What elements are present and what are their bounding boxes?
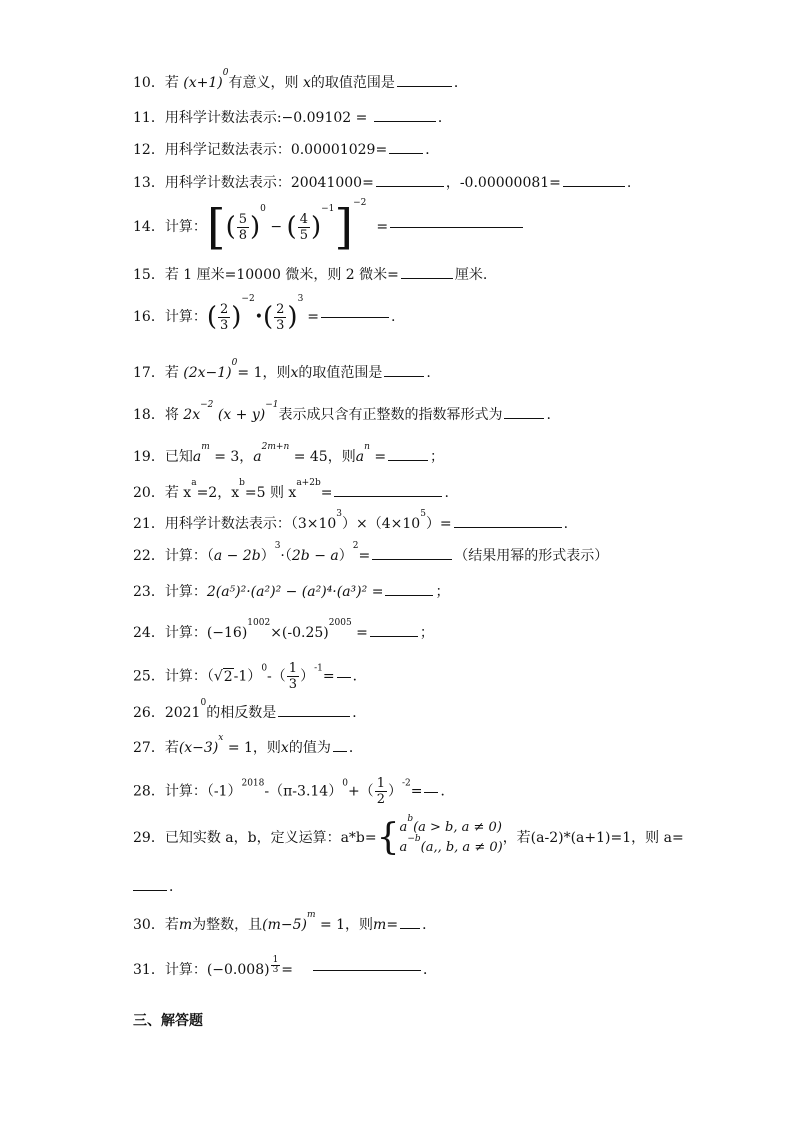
question-number: 20．	[133, 485, 165, 501]
question-number: 13．	[133, 175, 165, 191]
fraction: $\frac{5}{8}$	[238, 211, 247, 243]
answer-blank[interactable]	[424, 791, 438, 793]
question-number: 31．	[133, 962, 165, 978]
question-number: 17．	[133, 365, 165, 381]
question-24: 24．计算：$(-16)^{1002}\times(-0.25)^{2005}$ = ；	[133, 618, 434, 641]
fraction: $\frac{1}{2}$	[376, 776, 385, 807]
question-25: 25．计算：$(√2-1)^0-$（ $\frac{1}{3}$ ）$^{-1}$= ．	[133, 661, 367, 692]
question-number: 26．	[133, 705, 165, 721]
section-heading: 三、解答题	[133, 1013, 203, 1029]
question-26: 26．2021$^0$的相反数是 ．	[133, 698, 367, 721]
question-13: 13．用科学计数法表示：20041000= ，-0.00000081= .	[133, 175, 632, 191]
math-expression: $2x^{-2}$ $(x + y)^{-1}$	[183, 400, 279, 423]
question-number: 24．	[133, 625, 165, 641]
question-30: 30．若m为整数，且$(m-5)^m = 1$，则m= ．	[133, 910, 437, 933]
question-number: 28．	[133, 783, 165, 800]
answer-blank[interactable]	[370, 635, 418, 637]
question-number: 21．	[133, 516, 165, 532]
fraction: $\frac{2}{3}$	[276, 301, 285, 333]
fraction: $\frac{2}{3}$	[219, 301, 229, 333]
answer-blank[interactable]	[313, 969, 421, 971]
question-19: 19．已知$a^m = 3$，$a^{2m+n} = 45$，则$a^n$ = ；	[133, 442, 445, 465]
answer-blank[interactable]	[389, 152, 423, 154]
answer-blank[interactable]	[278, 715, 350, 717]
question-number: 23．	[133, 584, 165, 600]
answer-blank[interactable]	[390, 226, 523, 228]
question-12: 12．用科学记数法表示：0.00001029= ．	[133, 142, 440, 158]
question-14: 14．计算：[( $\frac{5}{8}$ )$^0$ − ( $\frac{4}{5}$ )$^{-1}$]$^{-2}$=	[133, 203, 525, 251]
question-17: 17．若 $(2x-1)^0= 1$，则x的取值范围是 .	[133, 358, 431, 381]
question-number: 30．	[133, 917, 165, 933]
question-18: 18．将 $2x^{-2}$ $(x + y)^{-1}$表示成只含有正整数的指数幂形式为 .	[133, 400, 551, 423]
question-number: 29．	[133, 830, 165, 846]
piecewise-definition: $a^b(a > b$, a ≠ 0) $a^{-b}(a$,, b, a ≠ 0)	[399, 813, 503, 855]
question-number: 18．	[133, 407, 165, 423]
question-27: 27．若$(x-3)^x = 1$，则x的值为 ．	[133, 733, 363, 756]
answer-blank[interactable]	[388, 459, 428, 461]
fraction: $\frac{4}{5}$	[299, 211, 308, 243]
question-29-blank-line: ．	[133, 880, 183, 894]
answer-blank[interactable]	[334, 495, 442, 497]
answer-blank[interactable]	[337, 676, 351, 678]
question-15: 15．若 1 厘米=10000 微米，则 2 微米= 厘米.	[133, 267, 488, 283]
question-number: 12．	[133, 142, 165, 158]
answer-blank[interactable]	[504, 417, 544, 419]
question-31: 31．计算：(−0.008) $\frac{1}{3}$ = ．	[133, 955, 438, 978]
question-number: 14．	[133, 219, 165, 235]
fraction: $\frac{1}{3}$	[288, 661, 298, 692]
answer-blank[interactable]	[321, 316, 389, 318]
question-number: 16．	[133, 309, 165, 325]
answer-blank[interactable]	[374, 120, 436, 122]
question-22: 22．计算：$(a - 2b)^3\cdot(2b - a)^2=$ （结果用幂的形式表示）	[133, 541, 609, 564]
question-28: 28．计算：$(-1)^{2018}-(\pi-3.14)^0+$（ $\frac{1}{2}$ ）$^{-2}$= ．	[133, 776, 455, 807]
answer-blank[interactable]	[400, 927, 420, 929]
question-10: 10．若 $(x+1)^0$有意义，则 x的取值范围是 ．	[133, 68, 468, 91]
question-number: 25．	[133, 668, 165, 685]
answer-blank[interactable]	[563, 185, 625, 187]
math-expression: $(2x-1)^0$	[183, 358, 238, 381]
math-expression: 2(a⁵)²·(a²)² − (a²)⁴·(a³)²	[206, 584, 368, 600]
question-number: 10．	[133, 75, 165, 91]
question-11: 11．用科学计数法表示:−0.09102 = ．	[133, 110, 452, 126]
question-20: 20．若 $x^a=2$，$x^b=5$ 则 $x^{a+2b}=$ .	[133, 478, 449, 501]
answer-blank[interactable]	[397, 85, 452, 87]
answer-blank[interactable]	[372, 558, 452, 560]
answer-blank[interactable]	[133, 889, 167, 891]
answer-blank[interactable]	[385, 594, 433, 596]
question-number: 11．	[133, 110, 165, 126]
fraction-exponent: $\frac{1}{3}$	[272, 955, 279, 975]
answer-blank[interactable]	[454, 526, 562, 528]
question-number: 19．	[133, 449, 165, 465]
answer-blank[interactable]	[384, 375, 424, 377]
answer-blank[interactable]	[333, 750, 347, 752]
question-21: 21．用科学计数法表示：$(3\times 10^3)\times(4\times 10^5)=$ .	[133, 509, 569, 532]
question-number: 27．	[133, 740, 165, 756]
answer-blank[interactable]	[401, 277, 453, 279]
question-29: 29．已知实数 a，b，定义运算：a*b={ $a^b(a > b$, a ≠ 0) $a^{-b}(a$,, b, a ≠ 0) ，若(a-2)*(a+1)=1，则 a=	[133, 813, 684, 858]
question-16: 16．计算：( $\frac{2}{3}$ )$^{-2}$•( $\frac{2}{3}$ )$^3$= .	[133, 294, 396, 333]
question-number: 15．	[133, 267, 165, 283]
math-expression: $(x+1)^0$	[183, 68, 229, 91]
question-number: 22．	[133, 548, 165, 564]
question-23: 23．计算：2(a⁵)²·(a²)² − (a²)⁴·(a³)² = ；	[133, 584, 450, 600]
answer-blank[interactable]	[376, 185, 444, 187]
